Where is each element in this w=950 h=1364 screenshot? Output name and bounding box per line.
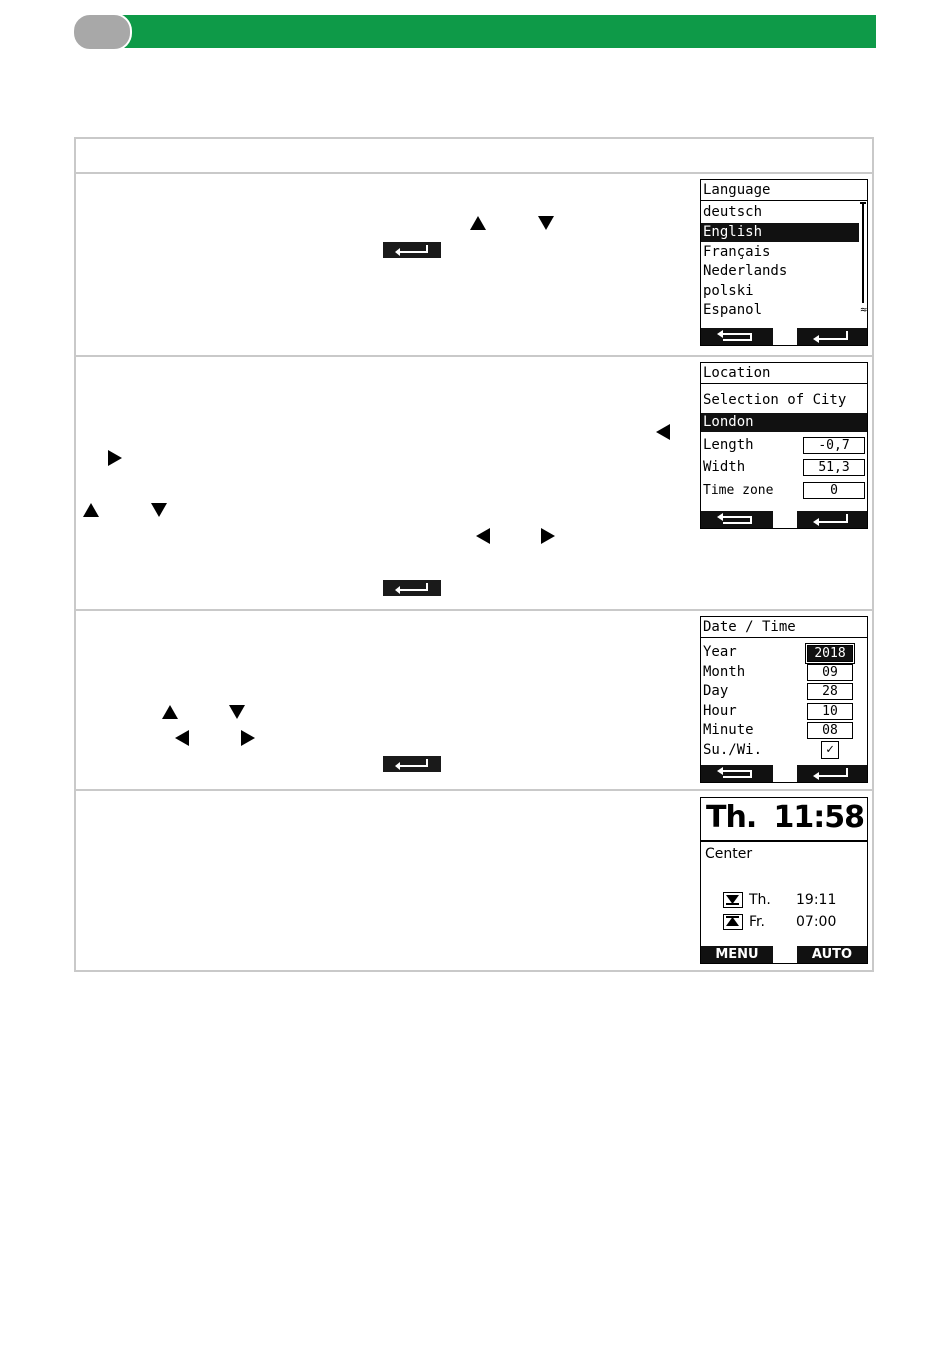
- back-button[interactable]: [701, 765, 773, 782]
- enter-button[interactable]: [797, 511, 867, 528]
- language-option-selected[interactable]: English: [701, 223, 859, 242]
- header-bar: [100, 15, 876, 48]
- date-time-screen: [700, 616, 868, 783]
- menu-button[interactable]: MENU: [701, 946, 773, 963]
- up-triangle-icon: [162, 705, 178, 719]
- back-arrow-icon: [701, 511, 773, 528]
- screen-title: Date / Time: [701, 617, 867, 638]
- scrollbar[interactable]: [862, 203, 864, 303]
- down-triangle-icon: [538, 216, 554, 230]
- minute-value[interactable]: 08: [807, 722, 853, 739]
- enter-key-icon: [383, 756, 441, 772]
- down-triangle-icon: [151, 503, 167, 517]
- field-label: Year: [703, 644, 737, 660]
- back-button[interactable]: [701, 511, 773, 528]
- event-day: Fr.: [749, 914, 765, 930]
- chapter-badge: [72, 13, 132, 51]
- field-label: Hour: [703, 703, 737, 719]
- day-value[interactable]: 28: [807, 683, 853, 700]
- enter-key-icon: [383, 242, 441, 258]
- length-value[interactable]: -0,7: [803, 437, 865, 454]
- language-option[interactable]: Nederlands: [703, 263, 788, 279]
- up-triangle-icon: [470, 216, 486, 230]
- field-label: Day: [703, 683, 729, 699]
- back-arrow-icon: [701, 765, 773, 782]
- field-label: Month: [703, 664, 746, 680]
- left-triangle-icon: [175, 730, 189, 746]
- down-triangle-icon: [229, 705, 245, 719]
- enter-button[interactable]: [797, 765, 867, 782]
- auto-button[interactable]: AUTO: [797, 946, 867, 963]
- left-triangle-icon: [476, 528, 490, 544]
- enter-arrow-icon: [797, 765, 867, 782]
- table-divider: [76, 609, 872, 611]
- location-subtitle: Selection of City: [703, 392, 847, 408]
- home-day: Th.: [706, 800, 757, 835]
- left-triangle-icon: [656, 424, 670, 440]
- event-time: 07:00: [796, 914, 837, 930]
- language-screen: [700, 179, 868, 346]
- home-time: 11:58: [773, 800, 864, 835]
- field-label: Time zone: [703, 483, 774, 498]
- language-option[interactable]: Espanol: [703, 302, 763, 318]
- language-option[interactable]: deutsch: [703, 204, 763, 220]
- location-screen: [700, 362, 868, 529]
- table-divider: [76, 789, 872, 791]
- enter-key-icon: [383, 580, 441, 596]
- language-option[interactable]: Français: [703, 244, 771, 260]
- summer-winter-checkbox[interactable]: ✓: [821, 741, 839, 759]
- enter-arrow-icon: [797, 511, 867, 528]
- field-label: Su./Wi.: [703, 742, 763, 758]
- shutter-down-icon: [723, 892, 743, 908]
- time-zone-value[interactable]: 0: [803, 482, 865, 499]
- field-label: Length: [703, 437, 754, 453]
- language-option[interactable]: polski: [703, 283, 754, 299]
- home-screen: [700, 797, 868, 964]
- right-triangle-icon: [241, 730, 255, 746]
- up-triangle-icon: [83, 503, 99, 517]
- home-divider: [701, 840, 867, 842]
- screen-title: Language: [701, 180, 867, 201]
- back-arrow-icon: [701, 328, 773, 345]
- screen-title: Location: [701, 363, 867, 384]
- month-value[interactable]: 09: [807, 664, 853, 681]
- event-day: Th.: [749, 892, 771, 908]
- right-triangle-icon: [541, 528, 555, 544]
- enter-button[interactable]: [797, 328, 867, 345]
- selected-city[interactable]: London: [701, 413, 867, 432]
- field-label: Minute: [703, 722, 754, 738]
- field-label: Width: [703, 459, 746, 475]
- back-button[interactable]: [701, 328, 773, 345]
- hour-value[interactable]: 10: [807, 703, 853, 720]
- width-value[interactable]: 51,3: [803, 459, 865, 476]
- shutter-up-icon: [723, 914, 743, 930]
- event-time: 19:11: [796, 892, 837, 908]
- right-triangle-icon: [108, 450, 122, 466]
- table-divider: [76, 172, 872, 174]
- scroll-down-icon: ≈: [860, 303, 867, 316]
- home-mode: Center: [705, 846, 753, 862]
- enter-arrow-icon: [797, 328, 867, 345]
- year-value[interactable]: 2018: [807, 645, 853, 662]
- table-divider: [76, 355, 872, 357]
